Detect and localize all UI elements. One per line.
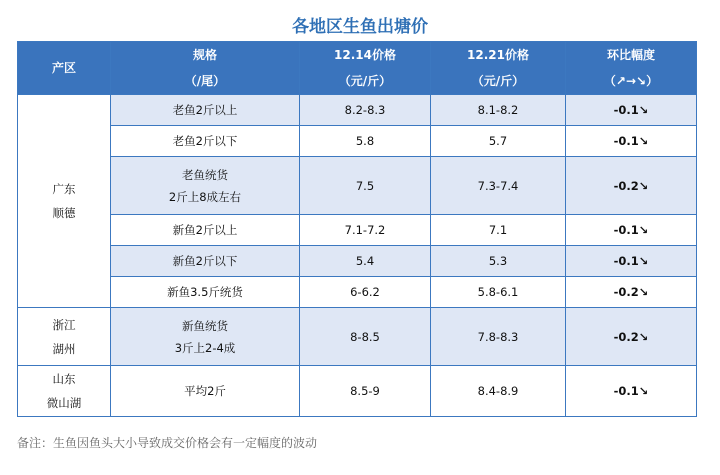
change-cell: -0.1↘ [566,215,697,246]
price-1221-cell: 8.1-8.2 [431,95,566,126]
price-1221-cell: 7.1 [431,215,566,246]
header-price-1221: 12.21价格 （元/斤） [431,42,566,95]
table-row [18,366,697,417]
price-1221-cell: 5.8-6.1 [431,277,566,308]
table-title: 各地区生鱼出塘价 [292,17,428,37]
price-1214-cell: 5.8 [300,126,431,157]
header-row [18,42,697,95]
header-price-1214: 12.14价格 （元/斤） [300,42,431,95]
spec-cell: 平均2斤 [111,366,300,417]
price-1221-cell: 8.4-8.9 [431,366,566,417]
price-1221-cell: 7.8-8.3 [431,308,566,366]
price-1214-cell: 8-8.5 [300,308,431,366]
table-row [18,95,697,126]
table-row [18,126,697,157]
price-1221-cell: 7.3-7.4 [431,157,566,215]
price-1214-cell: 6-6.2 [300,277,431,308]
price-1221-cell: 5.3 [431,246,566,277]
price-1214-cell: 5.4 [300,246,431,277]
spec-cell: 新鱼2斤以上 [111,215,300,246]
price-1221-cell: 5.7 [431,126,566,157]
change-cell: -0.1↘ [566,126,697,157]
spec-cell: 老鱼2斤以下 [111,126,300,157]
change-cell: -0.1↘ [566,366,697,417]
region-cell-guangdong: 广东 顺德 [18,95,111,308]
region-cell-zhejiang: 浙江 湖州 [18,308,111,366]
table-row [18,308,697,366]
header-change: 环比幅度 （↗→↘） [566,42,697,95]
price-1214-cell: 8.5-9 [300,366,431,417]
price-1214-cell: 7.1-7.2 [300,215,431,246]
change-cell: -0.1↘ [566,95,697,126]
price-1214-cell: 8.2-8.3 [300,95,431,126]
spec-cell: 新鱼2斤以下 [111,246,300,277]
change-cell: -0.2↘ [566,277,697,308]
change-cell: -0.2↘ [566,308,697,366]
region-cell-shandong: 山东 微山湖 [18,366,111,417]
spec-cell: 老鱼2斤以上 [111,95,300,126]
footnote: 备注：生鱼因鱼头大小导致成交价格会有一定幅度的波动 [17,436,318,450]
header-region: 产区 [18,42,111,95]
price-table [17,41,697,417]
change-cell: -0.1↘ [566,246,697,277]
header-spec: 规格 （/尾） [111,42,300,95]
spec-cell: 新鱼统货 3斤上2-4成 [111,308,300,366]
spec-cell: 新鱼3.5斤统货 [111,277,300,308]
table-row [18,215,697,246]
table-row [18,277,697,308]
price-1214-cell: 7.5 [300,157,431,215]
spec-cell: 老鱼统货 2斤上8成左右 [111,157,300,215]
table-row [18,246,697,277]
table-row [18,157,697,215]
change-cell: -0.2↘ [566,157,697,215]
